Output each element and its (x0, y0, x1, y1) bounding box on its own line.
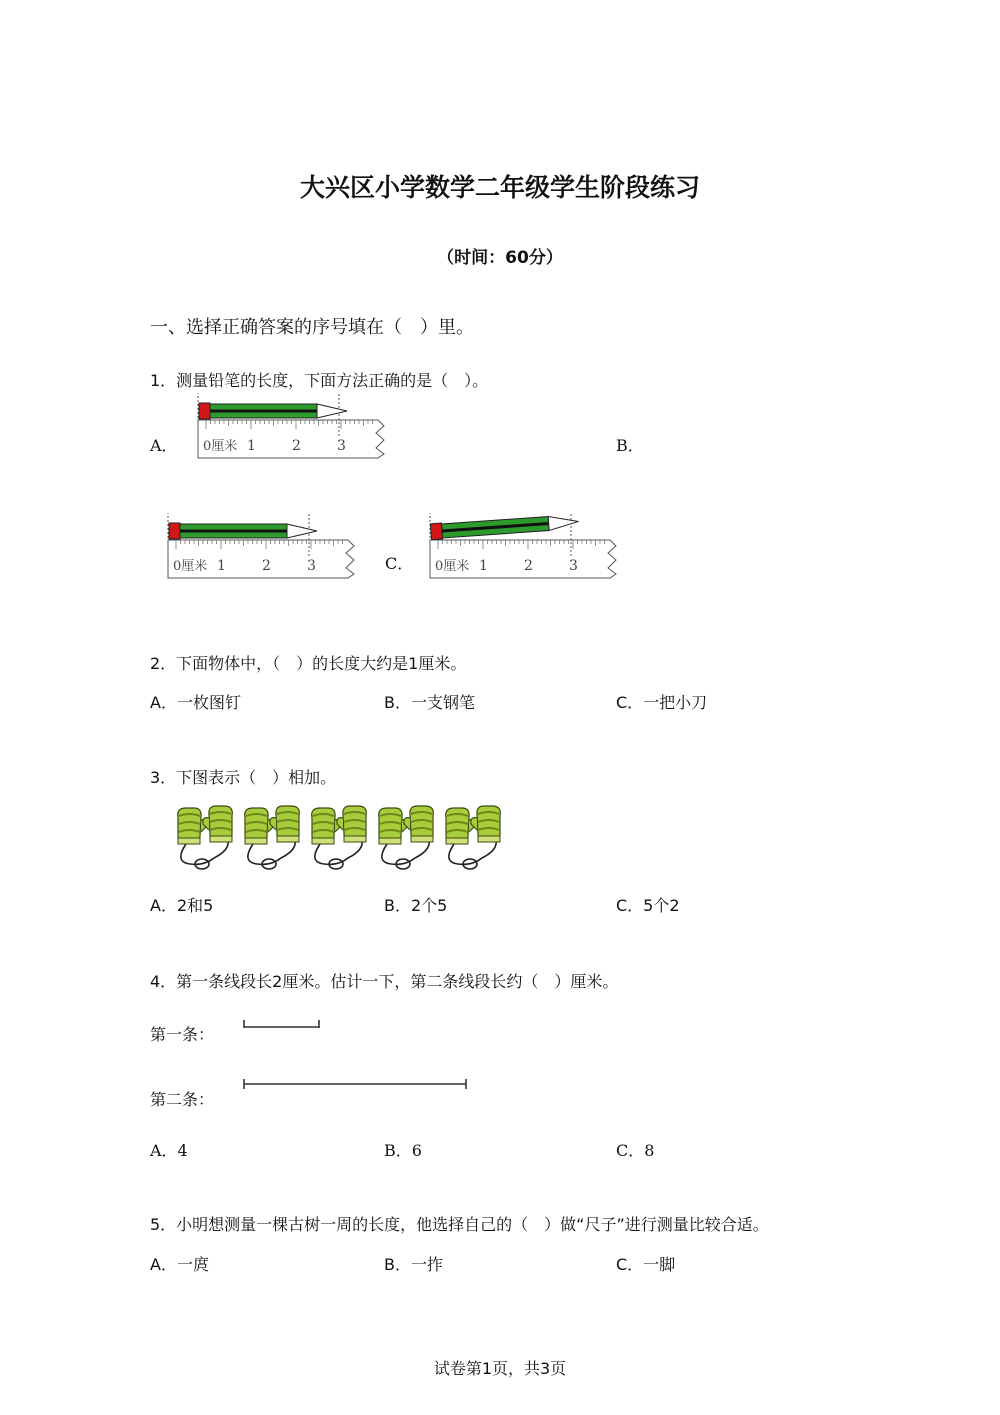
ruler-tick-label: 1 (247, 438, 256, 454)
mitten (178, 808, 207, 844)
question-4-option-b: B．6 (384, 1141, 422, 1160)
mitten-cuff (178, 838, 200, 844)
question-3-stem: 3．下图表示（ ）相加。 (150, 768, 337, 787)
ruler-unit-label: 0厘米 (435, 559, 470, 574)
pencil-eraser (430, 523, 442, 540)
ruler-unit-label: 0厘米 (203, 439, 238, 454)
mitten-pair (379, 806, 434, 869)
question-3-option-c: C．5个2 (616, 896, 680, 915)
question-1-option-c: C． (385, 554, 414, 573)
mitten (337, 806, 366, 842)
question-2-stem: 2．下面物体中，（ ）的长度大约是1厘米。 (150, 654, 467, 673)
second-line-segment (240, 1076, 472, 1092)
question-5-option-c: C．一脚 (616, 1255, 676, 1274)
mitten (312, 808, 341, 844)
mitten-cuff (210, 836, 232, 842)
mittens-figure (172, 804, 512, 876)
mitten (245, 808, 274, 844)
ruler-unit-label: 0厘米 (173, 559, 208, 574)
ruler-tick-label: 1 (217, 558, 226, 574)
ruler-tick-label: 3 (337, 438, 346, 454)
question-1-option-a: A． (150, 436, 178, 455)
mitten (471, 806, 500, 842)
ruler-tick-label: 3 (569, 558, 578, 574)
section-heading: 一、选择正确答案的序号填在（ ）里。 (150, 317, 474, 338)
question-4-stem: 4．第一条线段长2厘米。估计一下，第二条线段长约（ ）厘米。 (150, 972, 619, 991)
question-2-option-c: C．一把小刀 (616, 693, 708, 712)
mitten-pair (245, 806, 300, 869)
time-limit: （时间：60分） (437, 248, 563, 268)
ruler-tick-label: 2 (524, 558, 533, 574)
mitten-cuff (344, 836, 366, 842)
mitten (203, 806, 232, 842)
question-1-stem: 1．测量铅笔的长度，下面方法正确的是（ ）。 (150, 371, 489, 390)
mitten-cuff (312, 838, 334, 844)
mitten-cuff (478, 836, 500, 842)
mitten-cuff (277, 836, 299, 842)
question-5-stem: 5．小明想测量一棵古树一周的长度，他选择自己的（ ）做“尺子”进行测量比较合适。 (150, 1215, 769, 1234)
question-5-option-b: B．一拃 (384, 1255, 443, 1274)
pencil-tip (548, 514, 579, 530)
question-1-option-b: B． (616, 436, 644, 455)
first-line-label: 第一条： (150, 1025, 215, 1044)
page-title: 大兴区小学数学二年级学生阶段练习 (299, 173, 700, 202)
mitten (446, 808, 475, 844)
pencil (430, 513, 579, 539)
question-3-option-a: A．2和5 (150, 896, 214, 915)
question-2-option-a: A．一枚图钉 (150, 693, 241, 712)
mitten-pair (178, 806, 233, 869)
mitten-cuff (379, 838, 401, 844)
mitten (379, 808, 408, 844)
question-5-option-a: A．一庹 (150, 1255, 209, 1274)
ruler-tick-label: 2 (292, 438, 301, 454)
mitten-pair (446, 806, 501, 869)
mitten-pair (312, 806, 367, 869)
ruler-tick-label: 2 (262, 558, 271, 574)
second-line-label: 第二条： (150, 1090, 215, 1109)
mitten (404, 806, 433, 842)
mitten-cuff (245, 838, 267, 844)
ruler-tick-label: 1 (479, 558, 488, 574)
mitten-cuff (446, 838, 468, 844)
first-line-segment (240, 1016, 324, 1032)
page-footer: 试卷第1页，共3页 (433, 1359, 567, 1378)
ruler-c (430, 513, 616, 578)
mitten (270, 806, 299, 842)
question-2-option-b: B．一支钢笔 (384, 693, 475, 712)
question-3-option-b: B．2个5 (384, 896, 448, 915)
question-4-option-c: C．8 (616, 1141, 655, 1160)
mitten-cuff (411, 836, 433, 842)
question-4-option-a: A．4 (150, 1141, 188, 1160)
ruler-tick-label: 3 (307, 558, 316, 574)
